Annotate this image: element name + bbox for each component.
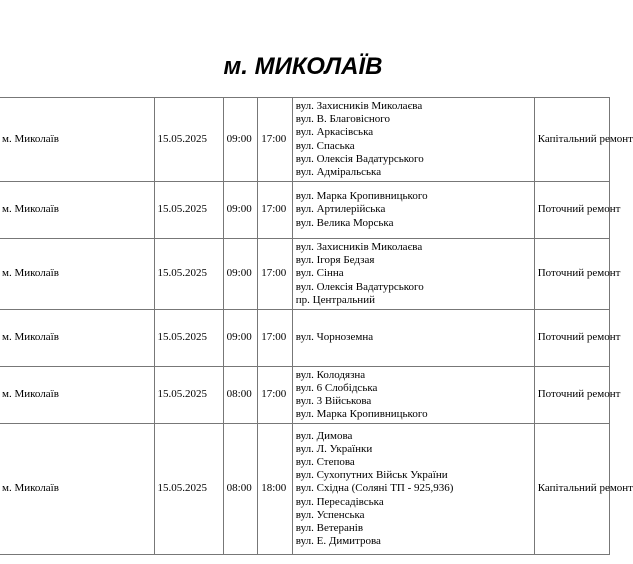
end-time-cell: 17:00 [258, 310, 293, 367]
street-item: вул. Марка Кропивницького [295, 190, 428, 203]
date-cell: 15.05.2025 [154, 239, 223, 310]
city-cell: м. Миколаїв [0, 367, 154, 424]
city-cell: м. Миколаїв [0, 98, 154, 182]
street-item: вул. Л. Українки [295, 442, 373, 455]
table-row [0, 182, 610, 239]
street-item: вул. Олексія Вадатурського [295, 152, 424, 165]
work-type-cell: Поточний ремонт [534, 182, 609, 239]
work-type-cell: Капітальний ремонт [534, 424, 609, 555]
street-item: вул. Успенська [295, 508, 365, 521]
city-cell: м. Миколаїв [0, 424, 154, 555]
street-item: вул. Ветеранів [295, 522, 364, 534]
table-row [0, 424, 610, 555]
street-item: вул. Пересадівська [295, 495, 384, 508]
start-time-cell: 09:00 [223, 98, 258, 182]
work-type-cell: Поточний ремонт [534, 310, 609, 367]
table-row [0, 98, 610, 182]
start-time-cell: 09:00 [223, 310, 258, 367]
street-item: вул. Адміральська [295, 165, 382, 178]
outage-table [0, 97, 633, 555]
start-time-cell: 08:00 [223, 424, 258, 555]
street-item: вул. 3 Військова [295, 395, 372, 407]
end-time-cell: 17:00 [258, 98, 293, 182]
end-time-cell: 17:00 [258, 182, 293, 239]
outage-table-body [0, 98, 633, 555]
city-cell: м. Миколаїв [0, 239, 154, 310]
start-time-cell: 09:00 [223, 182, 258, 239]
city-cell: м. Миколаїв [0, 310, 154, 367]
start-time-cell: 09:00 [223, 239, 258, 310]
streets-cell [292, 182, 534, 239]
street-item: вул. 6 Слобідська [295, 381, 378, 394]
street-item: вул. Е. Димитрова [295, 535, 381, 548]
street-item: вул. Східна (Соляні ТП - 925,936) [295, 482, 454, 495]
street-item: вул. Сухопутних Військ України [295, 469, 448, 482]
date-cell: 15.05.2025 [154, 424, 223, 555]
date-cell: 15.05.2025 [154, 310, 223, 367]
start-time-cell: 08:00 [223, 367, 258, 424]
street-item: пр. Центральний [295, 293, 375, 306]
page-title: м. МИКОЛАЇВ [223, 53, 383, 80]
work-type-cell: Поточний ремонт [534, 367, 609, 424]
end-time-cell: 17:00 [258, 367, 293, 424]
street-item: вул. Спаська [295, 139, 355, 152]
end-time-cell: 17:00 [258, 239, 293, 310]
street-item: вул. Олексія Вадатурського [295, 280, 424, 293]
street-item: вул. Аркасівська [295, 126, 374, 139]
work-type-cell: Капітальний ремонт [534, 98, 609, 182]
date-cell: 15.05.2025 [154, 182, 223, 239]
street-item: вул. В. Благовісного [295, 113, 390, 126]
streets-cell [292, 310, 534, 367]
streets-cell [292, 239, 534, 310]
city-cell: м. Миколаїв [0, 182, 154, 239]
street-item: вул. Артилерійська [295, 203, 386, 216]
end-time-cell: 18:00 [258, 424, 293, 555]
street-item: вул. Степова [295, 455, 355, 468]
table-row [0, 310, 610, 367]
street-item: вул. Марка Кропивницького [295, 408, 428, 421]
work-type-cell: Поточний ремонт [534, 239, 609, 310]
streets-cell [292, 367, 534, 424]
street-item: вул. Колодязна [295, 368, 366, 381]
table-row [0, 367, 610, 424]
date-cell: 15.05.2025 [154, 98, 223, 182]
street-item: вул. Ігоря Бедзая [295, 254, 375, 267]
street-item: вул. Чорноземна [295, 331, 374, 344]
streets-cell [292, 424, 534, 555]
street-item: вул. Захисників Миколаєва [295, 99, 423, 112]
table-row [0, 239, 610, 310]
street-item: вул. Захисників Миколаєва [295, 240, 423, 253]
date-cell: 15.05.2025 [154, 367, 223, 424]
street-item: вул. Димова [295, 429, 353, 442]
streets-cell [292, 98, 534, 182]
street-item: вул. Велика Морська [295, 216, 394, 229]
street-item: вул. Сінна [295, 267, 344, 280]
